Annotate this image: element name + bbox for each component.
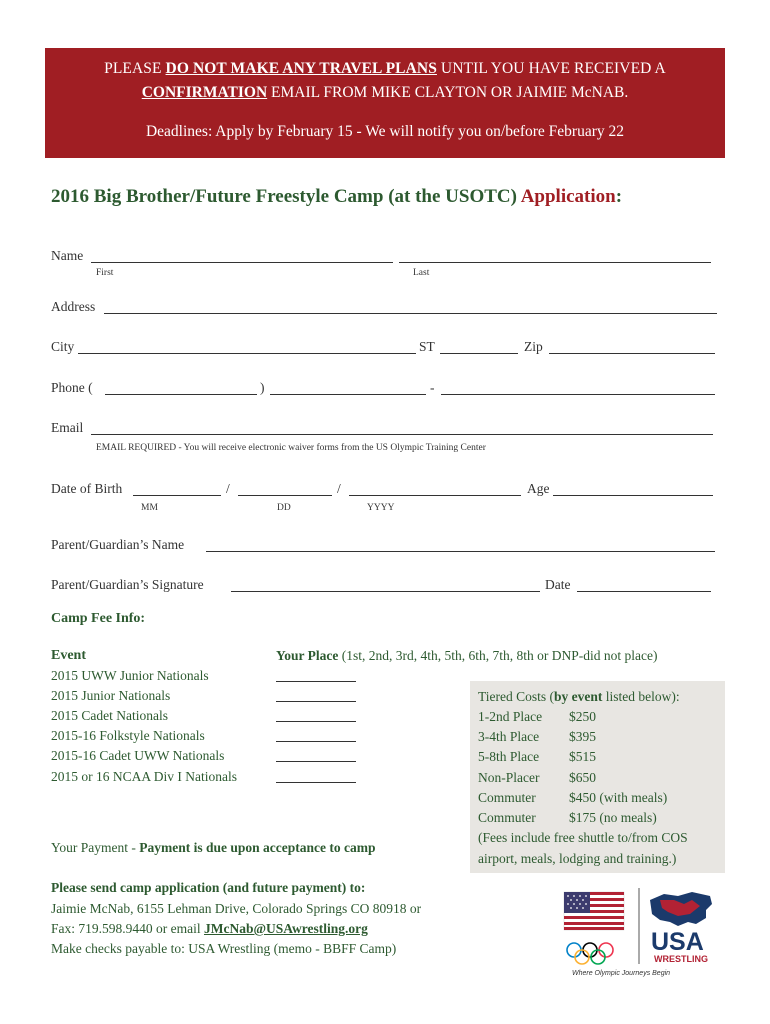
logo-wrestling-text: WRESTLING — [654, 954, 708, 964]
state-label: ST — [419, 339, 435, 354]
yyyy-caption: YYYY — [367, 503, 395, 513]
age-field[interactable] — [553, 495, 713, 496]
fees-note-2: airport, meals, lodging and training.) — [478, 851, 677, 866]
usa-wrestling-logo — [560, 886, 725, 978]
place-field-1[interactable] — [276, 681, 356, 682]
phone-dash: - — [430, 380, 435, 395]
tier-cost: $250 — [569, 709, 596, 724]
dob-label: Date of Birth — [51, 481, 123, 496]
name-label: Name — [51, 248, 84, 263]
send-heading: Please send camp application (and future payment) to: — [51, 880, 366, 895]
email-required-note: EMAIL REQUIRED - You will receive electronic waiver forms from the US Olympic Training Center — [96, 443, 486, 453]
logo-usa-text: USA — [651, 928, 704, 956]
last-name-field[interactable] — [399, 262, 711, 263]
travel-warning-banner — [45, 48, 725, 158]
first-caption: First — [96, 268, 114, 278]
place-column-header: Your Place (1st, 2nd, 3rd, 4th, 5th, 6th, 7th, 8th or DNP-did not place) — [276, 648, 658, 663]
logo-tagline: Where Olympic Journeys Begin — [572, 970, 671, 977]
tier-label: 1-2nd Place — [478, 709, 543, 724]
camp-fee-heading: Camp Fee Info: — [51, 611, 146, 626]
us-flag-icon — [564, 892, 624, 930]
event-item: 2015-16 Cadet UWW Nationals — [51, 748, 225, 763]
place-field-6[interactable] — [276, 782, 356, 783]
tier-label: 5-8th Place — [478, 749, 540, 764]
tier-cost: $175 (no meals) — [569, 810, 657, 825]
contact-email-link[interactable]: JMcNab@USAwrestling.org — [203, 921, 368, 936]
first-name-field[interactable] — [91, 262, 393, 263]
email-field[interactable] — [91, 434, 713, 435]
page-title: 2016 Big Brother/Future Freestyle Camp (at the USOTC) Application: — [51, 186, 623, 207]
phone-label: Phone ( — [51, 380, 93, 395]
zip-label: Zip — [524, 339, 543, 354]
usa-map-icon — [650, 892, 712, 926]
tier-cost: $395 — [569, 729, 596, 744]
tier-cost: $650 — [569, 770, 596, 785]
parent-signature-label: Parent/Guardian’s Signature — [51, 577, 204, 592]
banner-line-1: PLEASE DO NOT MAKE ANY TRAVEL PLANS UNTIL YOU HAVE RECEIVED A — [104, 60, 666, 77]
checks-payable-line: Make checks payable to: USA Wrestling (memo - BBFF Camp) — [51, 941, 397, 956]
city-label: City — [51, 339, 75, 354]
payment-note: Your Payment - Payment is due upon acceptance to camp — [51, 840, 376, 855]
last-caption: Last — [413, 268, 430, 278]
tier-label: 3-4th Place — [478, 729, 540, 744]
fax-email-line: Fax: 719.598.9440 or email JMcNab@USAwrestling.org — [51, 921, 368, 936]
tier-cost: $450 (with meals) — [569, 790, 668, 805]
dob-slash-2: / — [337, 481, 341, 496]
phone-prefix-field[interactable] — [270, 394, 426, 395]
date-field[interactable] — [577, 591, 711, 592]
tiered-costs-heading: Tiered Costs (by event listed below): — [478, 689, 680, 704]
city-field[interactable] — [78, 353, 416, 354]
dob-year-field[interactable] — [349, 495, 521, 496]
place-field-4[interactable] — [276, 741, 356, 742]
fees-note-1: (Fees include free shuttle to/from COS — [478, 830, 688, 845]
mailing-address: Jaimie McNab, 6155 Lehman Drive, Colorado Springs CO 80918 or — [51, 901, 422, 916]
event-item: 2015 Cadet Nationals — [51, 708, 168, 723]
place-field-3[interactable] — [276, 721, 356, 722]
date-label: Date — [545, 577, 571, 592]
phone-area-field[interactable] — [105, 394, 257, 395]
state-field[interactable] — [440, 353, 518, 354]
tier-label: Commuter — [478, 790, 536, 805]
event-item: 2015 or 16 NCAA Div I Nationals — [51, 769, 237, 784]
tier-label: Commuter — [478, 810, 536, 825]
phone-number-field[interactable] — [441, 394, 715, 395]
tier-label: Non-Placer — [478, 770, 540, 785]
parent-name-label: Parent/Guardian’s Name — [51, 537, 185, 552]
place-field-2[interactable] — [276, 701, 356, 702]
tier-cost: $515 — [569, 749, 596, 764]
zip-field[interactable] — [549, 353, 715, 354]
parent-signature-field[interactable] — [231, 591, 540, 592]
mm-caption: MM — [141, 503, 158, 513]
dd-caption: DD — [277, 503, 291, 513]
event-column-header: Event — [51, 648, 86, 663]
banner-line-2: CONFIRMATION EMAIL FROM MIKE CLAYTON OR JAIMIE McNAB. — [141, 84, 629, 101]
place-field-5[interactable] — [276, 761, 356, 762]
parent-name-field[interactable] — [206, 551, 715, 552]
event-item: 2015-16 Folkstyle Nationals — [51, 728, 205, 743]
phone-paren: ) — [260, 380, 265, 395]
dob-slash-1: / — [226, 481, 230, 496]
age-label: Age — [527, 481, 550, 496]
email-label: Email — [51, 420, 84, 435]
deadlines-text: Deadlines: Apply by February 15 - We will notify you on/before February 22 — [145, 123, 624, 140]
dob-day-field[interactable] — [238, 495, 332, 496]
address-field[interactable] — [104, 313, 717, 314]
olympic-rings-icon — [567, 943, 613, 964]
event-item: 2015 Junior Nationals — [51, 688, 171, 703]
event-item: 2015 UWW Junior Nationals — [51, 668, 209, 683]
address-label: Address — [51, 299, 96, 314]
dob-month-field[interactable] — [133, 495, 221, 496]
